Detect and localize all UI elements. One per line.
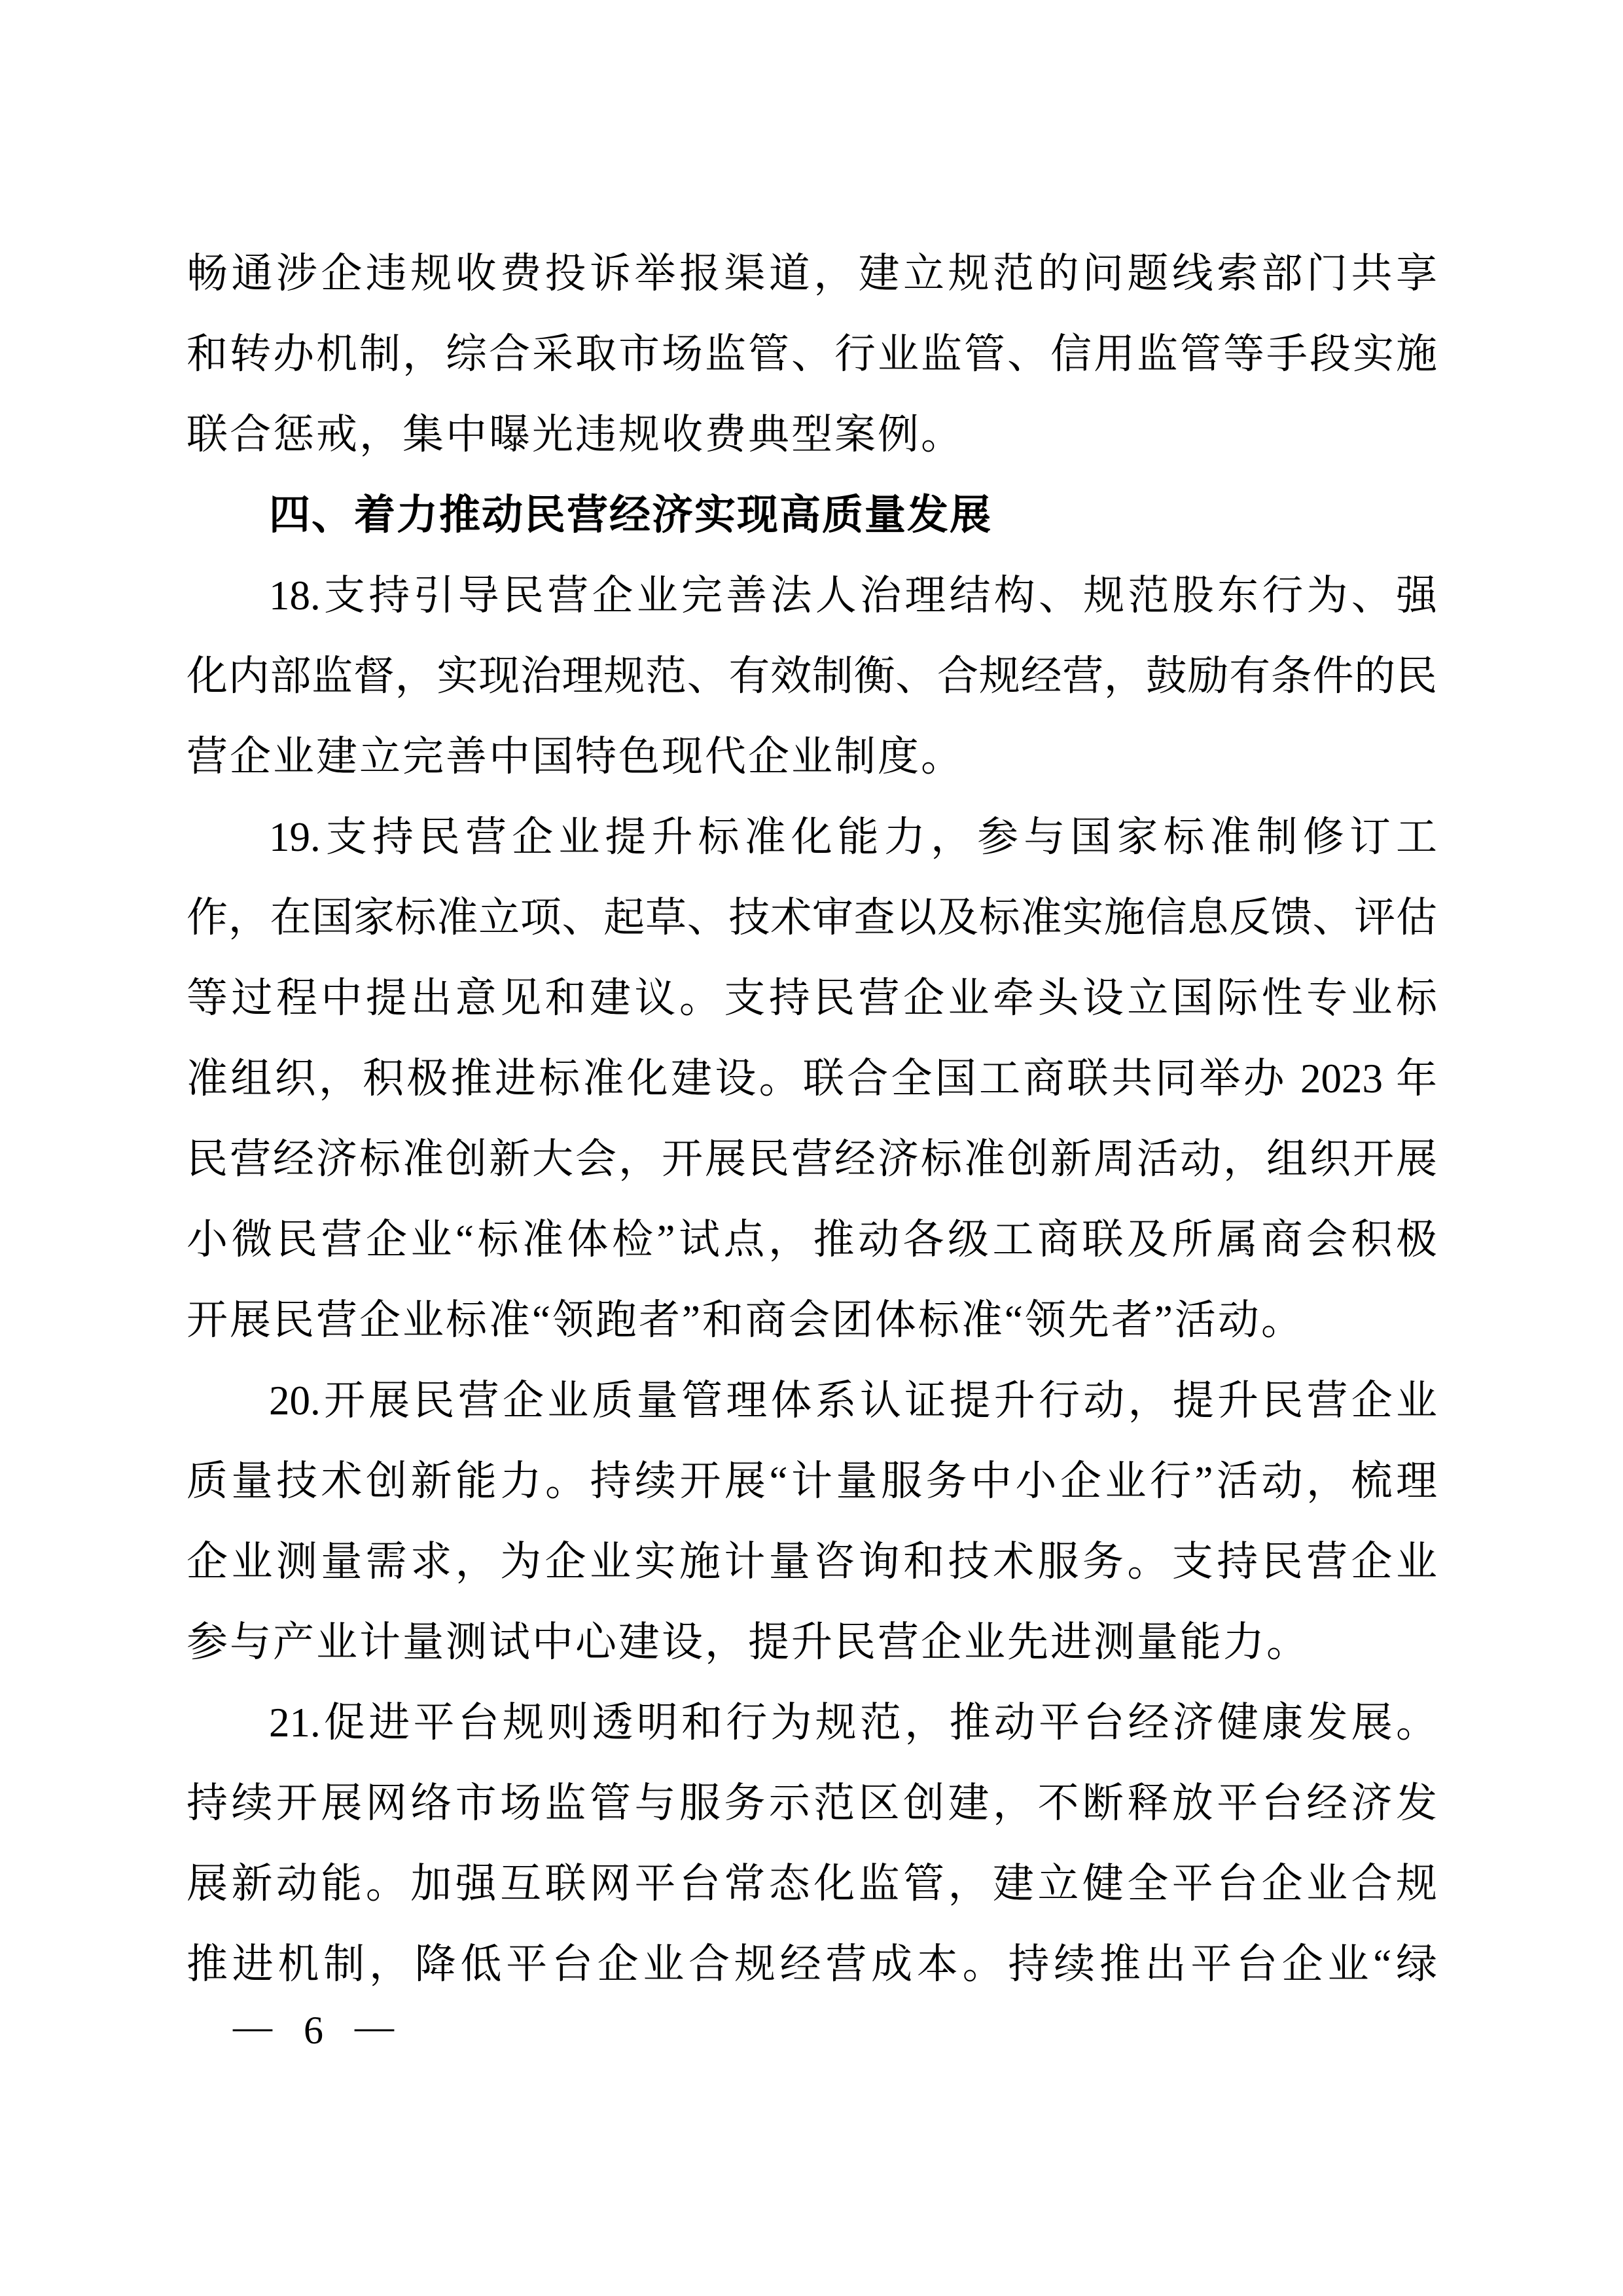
text-line: 推进机制，降低平台企业合规经营成本。持续推出平台企业“绿 bbox=[187, 1941, 1437, 1987]
text-line: 畅通涉企违规收费投诉举报渠道，建立规范的问题线索部门共享 bbox=[187, 251, 1437, 296]
text-line: 展新动能。加强互联网平台常态化监管，建立健全平台企业合规 bbox=[187, 1861, 1437, 1907]
text-line: 作，在国家标准立项、起草、技术审查以及标准实施信息反馈、评估 bbox=[187, 895, 1437, 941]
footer-dash-left: — bbox=[233, 2005, 272, 2048]
text-line: 参与产业计量测试中心建设，提升民营企业先进测量能力。 bbox=[187, 1619, 1310, 1665]
text-line: 21.促进平台规则透明和行为规范，推动平台经济健康发展。 bbox=[269, 1700, 1437, 1746]
text-line: 民营经济标准创新大会，开展民营经济标准创新周活动，组织开展 bbox=[187, 1136, 1437, 1182]
text-line: 联合惩戒，集中曝光违规收费典型案例。 bbox=[187, 412, 964, 457]
text-line: 18.支持引导民营企业完善法人治理结构、规范股东行为、强 bbox=[269, 573, 1437, 619]
text-line: 和转办机制，综合采取市场监管、行业监管、信用监管等手段实施 bbox=[187, 331, 1437, 377]
section-heading: 四、着力推动民营经济实现高质量发展 bbox=[269, 492, 992, 538]
text-line: 质量技术创新能力。持续开展“计量服务中小企业行”活动，梳理 bbox=[187, 1458, 1437, 1504]
footer-dash-right: — bbox=[355, 2005, 394, 2048]
text-line: 企业测量需求，为企业实施计量咨询和技术服务。支持民营企业 bbox=[187, 1539, 1437, 1585]
text-line: 19.支持民营企业提升标准化能力，参与国家标准制修订工 bbox=[269, 814, 1437, 860]
text-line: 开展民营企业标准“领跑者”和商会团体标准“领先者”活动。 bbox=[187, 1297, 1304, 1343]
page-footer bbox=[233, 2005, 394, 2052]
text-line: 20.开展民营企业质量管理体系认证提升行动，提升民营企业 bbox=[269, 1378, 1437, 1424]
text-line: 持续开展网络市场监管与服务示范区创建，不断释放平台经济发 bbox=[187, 1780, 1437, 1826]
document-body bbox=[187, 234, 1437, 2005]
page-number: 6 bbox=[304, 2009, 323, 2052]
text-line: 化内部监督，实现治理规范、有效制衡、合规经营，鼓励有条件的民 bbox=[187, 653, 1437, 699]
text-line: 准组织，积极推进标准化建设。联合全国工商联共同举办 2023 年 bbox=[187, 1056, 1437, 1102]
text-line: 小微民营企业“标准体检”试点，推动各级工商联及所属商会积极 bbox=[187, 1217, 1437, 1263]
text-line: 等过程中提出意见和建议。支持民营企业牵头设立国际性专业标 bbox=[187, 975, 1437, 1021]
text-line: 营企业建立完善中国特色现代企业制度。 bbox=[187, 734, 964, 780]
